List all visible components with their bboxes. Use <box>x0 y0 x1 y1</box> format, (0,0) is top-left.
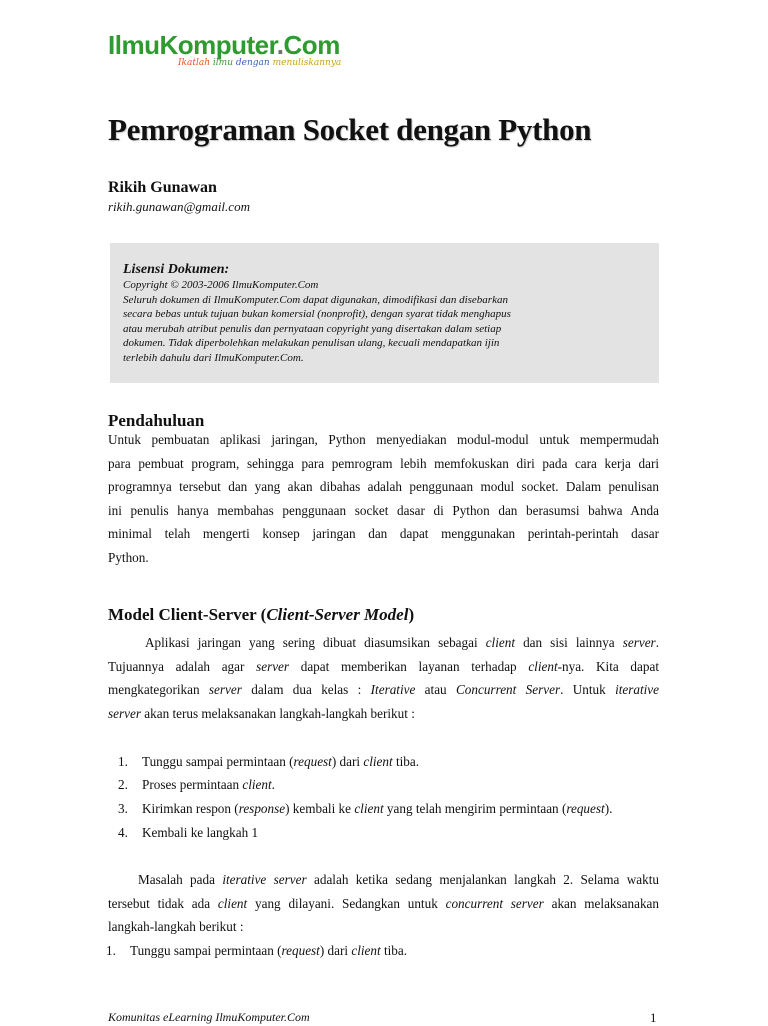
license-line: dokumen. Tidak diperbolehkan melakukan penulisan ulang, kecuali mendapatkan ijin <box>123 337 500 350</box>
license-line: Copyright © 2003-2006 IlmuKomputer.Com <box>123 279 319 291</box>
text-line: Masalah pada iterative server adalah ketika sedang menjalankan langkah 2. Selama waktu <box>138 872 659 887</box>
license-line: terlebih dahulu dari IlmuKomputer.Com. <box>123 351 304 364</box>
footer-text: Komunitas eLearning IlmuKomputer.Com <box>108 1010 310 1024</box>
model-paragraph-2 <box>108 868 659 939</box>
text-line: Python. <box>108 549 149 565</box>
license-box <box>110 243 659 383</box>
logo-wordmark: IlmuKomputer.Com <box>108 30 340 60</box>
text-line: programnya tersebut dan yang akan dibahas adalah penggunaan modul socket. Dalam penulisan <box>108 479 659 494</box>
logo-tagline: Ikatlah ilmu dengan menuliskannya <box>178 58 342 68</box>
text-line: langkah-langkah berikut : <box>108 919 244 934</box>
license-heading: Lisensi Dokumen: <box>123 262 230 277</box>
document-title: Pemrograman Socket dengan Python <box>108 112 592 147</box>
author-email: rikih.gunawan@gmail.com <box>108 199 250 214</box>
license-line: Seluruh dokumen di IlmuKomputer.Com dapat digunakan, dimodifikasi dan disebarkan <box>123 293 508 306</box>
text-line: para pembuat program, sehingga para pemrogram lebih memfokuskan diri pada cara kerja dari <box>108 455 659 471</box>
list-item: 4. Kembali ke langkah 1 <box>118 825 259 840</box>
text-line: tersebut tidak ada client yang dilayani. Sedangkan untuk concurrent server akan melaksanakan <box>108 895 659 911</box>
author-name: Rikih Gunawan <box>108 179 217 196</box>
model-paragraph-1 <box>108 631 659 725</box>
license-line: atau merubah atribut penulis dan pernyataan copyright yang disertakan dalam setiap <box>123 322 502 335</box>
list-item: 3. Kirimkan respon (response) kembali ke client yang telah mengirim permintaan (request). <box>118 801 613 816</box>
text-line: ini penulis hanya membahas penggunaan socket dasar di Python dan berasumsi bahwa Anda <box>108 502 659 518</box>
text-line: Aplikasi jaringan yang sering dibuat diasumsikan sebagai client dan sisi lainnya server. <box>145 635 659 650</box>
page-number: 1 <box>650 1010 657 1025</box>
list-item: 1. Tunggu sampai permintaan (request) dari client tiba. <box>118 754 420 769</box>
text-line: Untuk pembuatan aplikasi jaringan, Python menyediakan modul-modul untuk mempermudah <box>108 432 659 447</box>
section-heading-intro: Pendahuluan <box>108 411 205 430</box>
intro-paragraph <box>108 428 659 569</box>
text-line: server akan terus melaksanakan langkah-langkah berikut : <box>108 705 415 721</box>
text-line: Tujuannya adalah agar server dapat memberikan layanan terhadap client-nya. Kita dapat <box>108 658 659 674</box>
list-item: 1. Tunggu sampai permintaan (request) dari client tiba. <box>106 943 408 958</box>
text-line: mengkategorikan server dalam dua kelas : Iterative atau Concurrent Server. Untuk iterative <box>108 682 660 697</box>
list-item: 2. Proses permintaan client. <box>118 777 275 792</box>
text-line: minimal telah mengerti konsep jaringan dan dapat menggunakan perintah-perintah dasar <box>108 526 659 541</box>
site-logo <box>108 30 341 68</box>
section-heading-model: Model Client-Server (Client-Server Model) <box>108 605 415 624</box>
license-text <box>123 278 647 366</box>
license-line: secara bebas untuk tujuan bukan komersial (nonprofit), dengan syarat tidak menghapus <box>123 308 511 321</box>
